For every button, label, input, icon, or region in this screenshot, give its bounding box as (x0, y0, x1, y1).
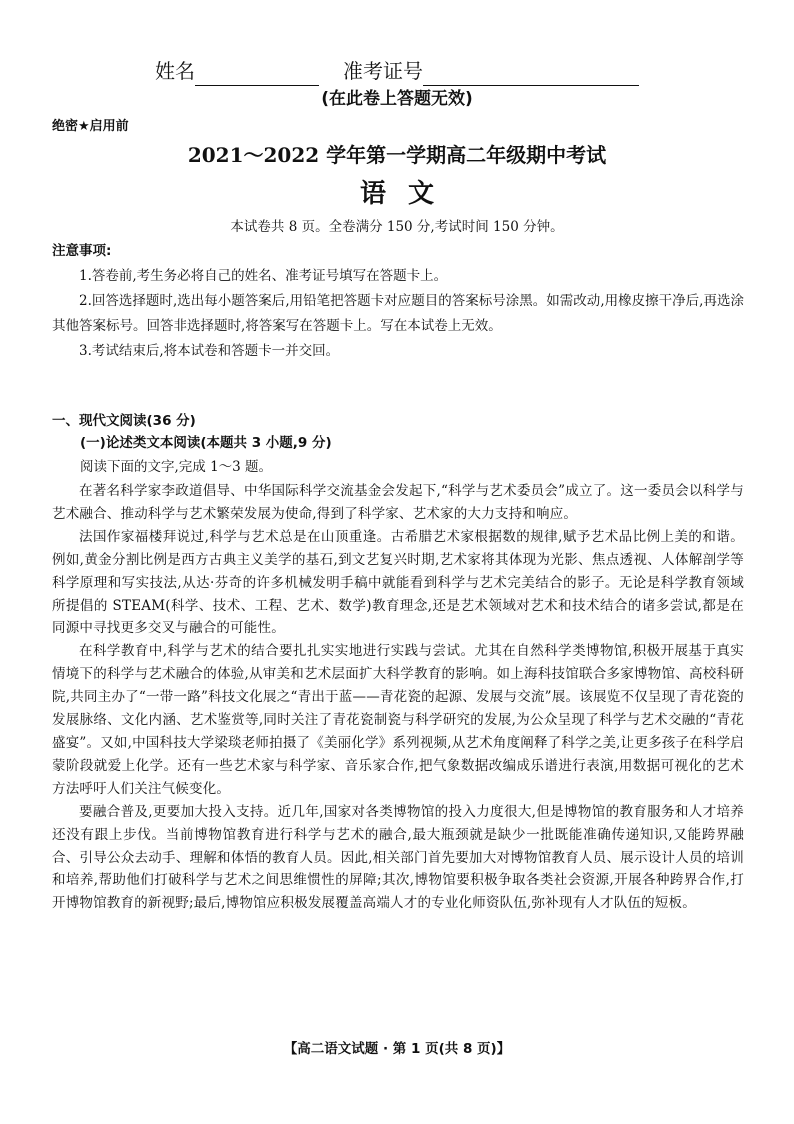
confidential-mark: 绝密★启用前 (52, 119, 129, 134)
reading-passage (52, 480, 744, 915)
passage-paragraph: 在著名科学家李政道倡导、中华国际科学交流基金会发起下,“科学与艺术委员会”成立了。这一委员会以科学与艺术融合、推动科学与艺术繁荣发展为使命,得到了科学家、艺术家的大力支持和响应。 (52, 483, 744, 522)
name-label: 姓名 (155, 59, 195, 83)
notes-list (52, 264, 744, 364)
notes-heading: 注意事项: (52, 243, 112, 259)
passage-paragraph: 在科学教育中,科学与艺术的结合要扎扎实实地进行实践与尝试。尤其在自然科学类博物馆,积极开展基于真实情境下的科学与艺术融合的体验,从审美和艺术层面扩大科学教育的影响。如上海科技馆联合多家博物馆、高校科研院,共同主办了“一带一路”科技文化展之“青出于蓝——青花瓷的起源、发展与交流”展。该展览不仅呈现了青花瓷的发展脉络、文化内涵、艺术鉴赏等,同时关注了青花瓷制瓷与科学研究的发展,为公众呈现了科学与艺术交融的“青花盛宴”。又如,中国科技大学梁琰老师拍摄了《美丽化学》系列视频,从艺术角度阐释了科学之美,让更多孩子在科学启蒙阶段就爱上化学。还有一些艺术家与科学家、音乐家合作,把气象数据改编成乐谱进行表演,用数据可视化的艺术方法呼吁人们关注气候变化。 (52, 643, 744, 797)
subject-title: 语文 (359, 179, 456, 209)
exam-id-label: 准考证号 (343, 59, 423, 83)
notes-item: 1.答卷前,考生务必将自己的姓名、准考证号填写在答题卡上。 (79, 268, 448, 284)
exam-id-blank-line (423, 61, 639, 86)
passage-paragraph: 法国作家福楼拜说过,科学与艺术总是在山顶重逢。古希腊艺术家根据数的规律,赋予艺术品比例上美的和谐。例如,黄金分割比例是西方古典主义美学的基石,到文艺复兴时期,艺术家将其体现为光影、焦点透视、人体解剖学等科学原理和写实技法,从达·芬奇的许多机械发明手稿中就能看到科学与艺术完美结合的影子。无论是科学教育领域所提倡的 STEAM(科学、技术、工程、艺术、数学)教育理念,还是艺术领域对艺术和技术结合的诸多尝试,都是在同源中寻找更多交叉与融合的可能性。 (52, 528, 744, 637)
candidate-info-row (0, 56, 794, 86)
passage-paragraph: 要融合普及,更要加大投入支持。近几年,国家对各类博物馆的投入力度很大,但是博物馆的教育服务和人才培养还没有跟上步伐。当前博物馆教育进行科学与艺术的融合,最大瓶颈就是缺少一批既能准确传递知识,又能跨界融合、引导公众去动手、理解和体悟的教育人员。因此,相关部门首先要加大对博物馆教育人员、展示设计人员的培训和培养,帮助他们打破科学与艺术之间思维惯性的屏障;其次,博物馆要积极争取各类社会资源,开展各种跨界合作,打开博物馆教育的新视野;最后,博物馆应积极发展覆盖高端人才的专业化师资队伍,弥补现有人才队伍的短板。 (52, 803, 744, 912)
name-blank-line (195, 61, 319, 86)
notes-item: 2.回答选择题时,选出每小题答案后,用铅笔把答题卡对应题目的答案标号涂黑。如需改动,用橡皮擦干净后,再选涂其他答案标号。回答非选择题时,将答案写在答题卡上。写在本试卷上无效。 (52, 293, 744, 334)
exam-title: 2021～2022 学年第一学期高二年级期中考试 (187, 143, 607, 167)
invalid-answer-note: (在此卷上答题无效) (321, 89, 473, 109)
paper-info: 本试卷共 8 页。全卷满分 150 分,考试时间 150 分钟。 (230, 219, 564, 235)
page-footer: 【高二语文试题 · 第 1 页(共 8 页)】 (283, 1041, 511, 1057)
reading-instruction: 阅读下面的文字,完成 1～3 题。 (80, 459, 273, 475)
section-heading: 一、现代文阅读(36 分) (52, 413, 196, 429)
notes-item: 3.考试结束后,将本试卷和答题卡一并交回。 (79, 343, 340, 359)
sub-section-heading: (一)论述类文本阅读(本题共 3 小题,9 分) (80, 435, 332, 451)
